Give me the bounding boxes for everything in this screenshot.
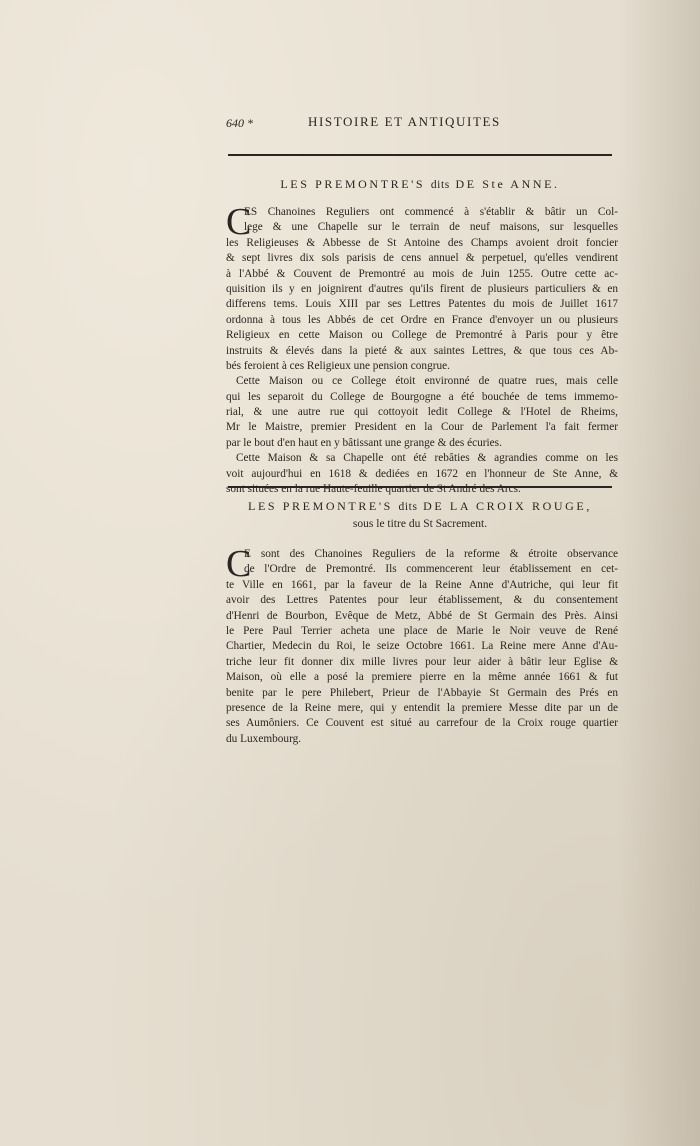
- text-line: voit aujourd'hui en 1618 & dediées en 1672 en l'honneur de Ste Anne, &: [226, 467, 618, 480]
- text-line: triche leur fit donner dix mille livres pour leur aider à bâtir leur Eglise &: [226, 655, 618, 668]
- text-line: avoir des Lettres Patentes pour leur établissement, & du consentement: [226, 594, 618, 607]
- header-rule: [228, 154, 612, 156]
- page-header: [226, 116, 618, 136]
- text-line: Maison, où elle a posé la premiere pierre en la même année 1661 & fut: [226, 671, 618, 684]
- text-line: & sept livres dix sols parisis de cens annuel & perpetuel, qu'elles vendirent: [226, 252, 618, 265]
- section-body-croix-rouge: [226, 543, 618, 747]
- running-head: HISTOIRE ET ANTIQUITES: [308, 114, 501, 129]
- text-line: quisition ils y en joignirent d'autres qu'ils firent de plusieurs particuliers & en: [226, 282, 618, 295]
- text-line: benite par le pere Philebert, Prieur de l'Abbayie St Germain des Prés en: [226, 686, 618, 699]
- section-title-rest: DE Ste ANNE.: [455, 177, 560, 191]
- section-title-rest: DE LA CROIX ROUGE,: [423, 499, 592, 513]
- text-line: d'Henri de Bourbon, Evêque de Metz, Abbé de St Germain des Près. Ainsi: [226, 609, 618, 622]
- text-line: à l'Abbé & Couvent de Premontré au mois de Juin 1255. Outre cette ac-: [226, 267, 618, 280]
- text-line: ES Chanoines Reguliers ont commencé à s'établir & bâtir un Col-: [244, 206, 618, 218]
- text-line: par le bout d'en haut en y bâtissant une grange & des écuries.: [226, 436, 502, 449]
- text-line: sont situées en la rue Haute-feuille quartier de St André des Arcs.: [226, 483, 521, 496]
- text-line: differens tems. Louis XIII par ses Lettres Patentes du mois de Juillet 1617: [226, 298, 618, 311]
- text-line: Chartier, Medecin du Roi, le seize Octobre 1661. La Reine mere Anne d'Au-: [226, 640, 618, 653]
- section-subtitle: sous le titre du St Sacrement.: [352, 518, 488, 530]
- text-line: Religieux en cette Maison ou College de Premontré à Paris pour y être: [226, 329, 618, 342]
- text-line: le Pere Paul Terrier acheta une place de Marie le Noir veuve de René: [226, 624, 618, 637]
- text-line: qui les separoit du College de Bourgogne a été bouchée de tems immemo-: [226, 390, 618, 403]
- section-title-croix-rouge: [228, 498, 612, 516]
- text-line: ses Aumôniers. Ce Couvent est situé au carrefour de la Croix rouge quartier: [226, 717, 618, 730]
- section-title-main: LES PREMONTRE'S: [248, 499, 393, 513]
- text-line: te Ville en 1661, par la faveur de la Reine Anne d'Autriche, qui leur fit: [226, 578, 618, 591]
- text-line: Mr le Maistre, premier President en la Cour de Parlement l'a fait fermer: [226, 421, 618, 434]
- text-line: presence de la Reine mere, qui y entendit la premiere Messe dite par un de: [226, 701, 618, 714]
- section-divider-rule: [228, 486, 612, 488]
- page-number: 640 *: [226, 116, 253, 130]
- text-line: bés feroient à ces Religieux une pension congrue.: [226, 359, 450, 372]
- text-line: Cette Maison & sa Chapelle ont été rebâties & agrandies comme on les: [236, 452, 618, 465]
- text-line: de l'Ordre de Premontré. Ils commencerent leur établissement en cet-: [244, 563, 618, 576]
- text-line: les Religieuses & Abbesse de St Antoine des Champs avoient droit foncier: [226, 236, 618, 249]
- text-line: E sont des Chanoines Reguliers de la reforme & étroite observance: [244, 548, 618, 560]
- drop-cap: C: [226, 543, 252, 585]
- section-title-dits: dits: [398, 501, 418, 513]
- text-line: lege & une Chapelle sur le terrain de neuf maisons, sur lesquelles: [244, 221, 618, 234]
- section-title-main: LES PREMONTRE'S: [280, 177, 426, 191]
- section-title-dits: dits: [430, 179, 450, 191]
- section-body-ste-anne: [226, 201, 618, 497]
- text-line: ordonna à tous les Abbés de cet Ordre en France d'envoyer un ou plusieurs: [226, 313, 618, 326]
- text-line: rial, & une autre rue qui cottoyoit ledit College & l'Hotel de Rheims,: [226, 406, 618, 419]
- section-title-ste-anne: [228, 176, 612, 194]
- text-line: du Luxembourg.: [226, 732, 302, 745]
- text-line: Cette Maison ou ce College étoit environné de quatre rues, mais celle: [236, 375, 618, 388]
- text-line: instruits & élevés dans la pieté & aux saintes Lettres, & que tous ces Ab-: [226, 344, 618, 357]
- drop-cap: C: [226, 201, 252, 243]
